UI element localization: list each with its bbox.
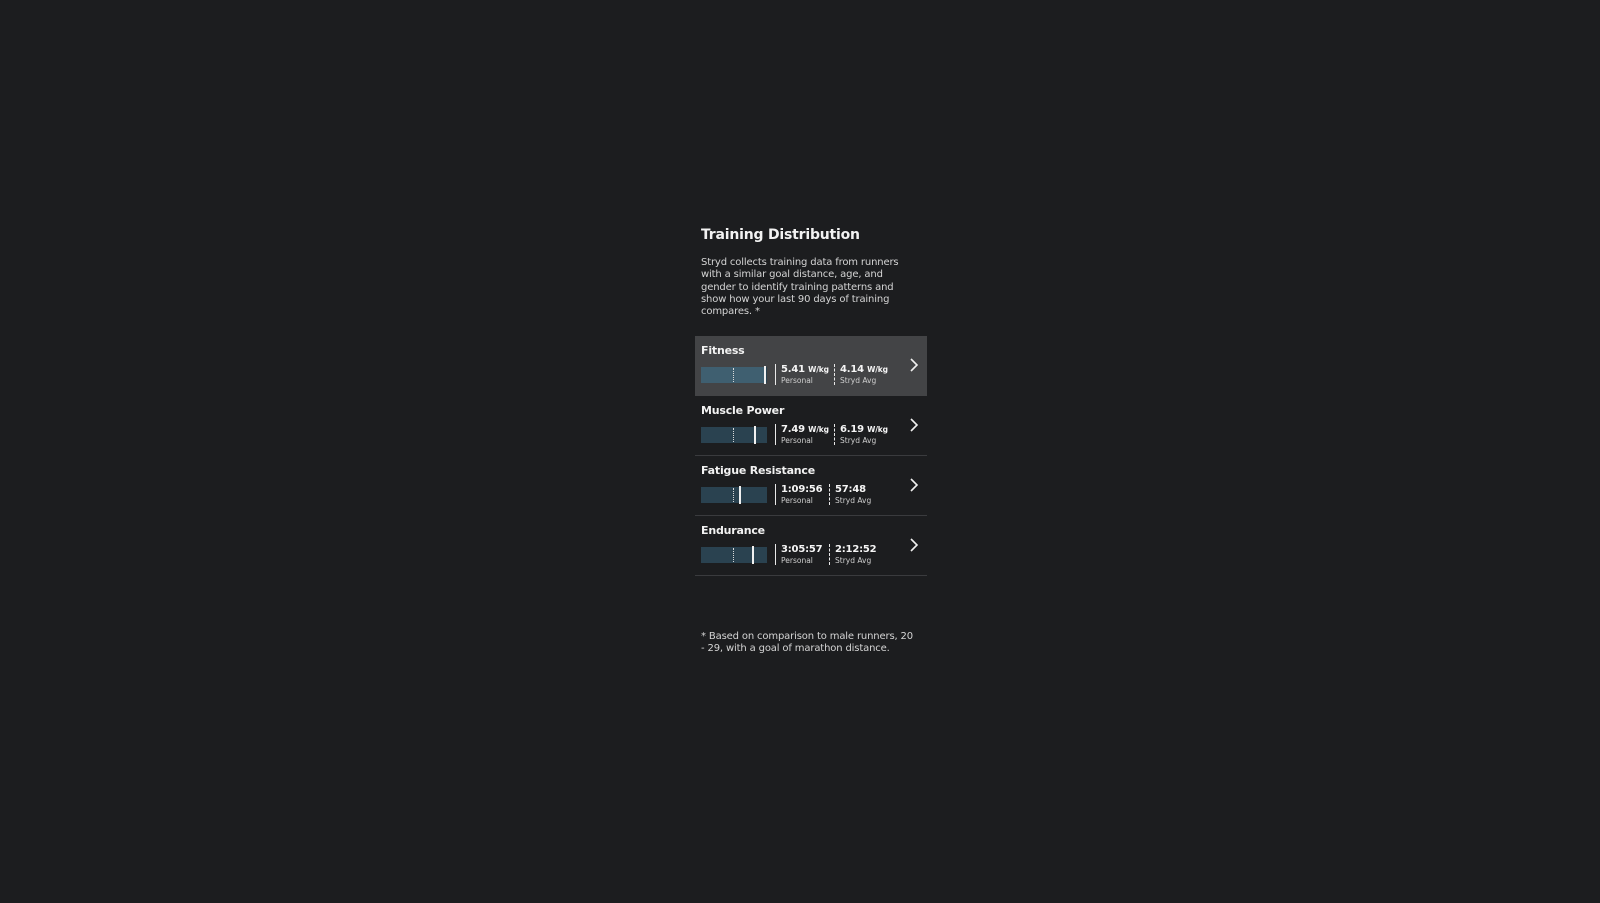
avg-stat	[834, 424, 888, 445]
metric-row-fitness[interactable]	[695, 336, 927, 396]
personal-stat	[775, 484, 822, 505]
chevron-right-icon[interactable]	[908, 357, 920, 373]
footnote-text: * Based on comparison to male runners, 20 - 29, with a goal of marathon distance.	[701, 631, 913, 654]
personal-value: 7.49	[781, 424, 805, 436]
avg-marker	[733, 368, 734, 382]
personal-marker	[764, 366, 766, 384]
personal-unit: W/kg	[808, 365, 829, 375]
personal-label: Personal	[781, 496, 813, 506]
avg-value: 6.19	[840, 424, 864, 436]
personal-marker	[754, 426, 756, 444]
avg-stat	[829, 544, 876, 565]
page-title: Training Distribution	[701, 227, 860, 243]
avg-label: Stryd Avg	[840, 436, 877, 446]
personal-label: Personal	[781, 436, 813, 446]
chevron-right-icon[interactable]	[908, 537, 920, 553]
personal-stat	[775, 544, 822, 565]
personal-unit: W/kg	[808, 425, 829, 435]
metric-name: Muscle Power	[701, 404, 785, 418]
personal-stat	[775, 364, 829, 385]
description-text: Stryd collects training data from runners with a similar goal distance, age, and gender to identify training patterns and show how your last 90 days of training compares. *	[701, 257, 899, 318]
distribution-bar	[701, 547, 767, 563]
avg-label: Stryd Avg	[840, 376, 877, 386]
avg-value: 2:12:52	[835, 544, 877, 556]
personal-value: 3:05:57	[781, 544, 823, 556]
distribution-bar	[701, 427, 767, 443]
personal-label: Personal	[781, 376, 813, 386]
avg-stat	[829, 484, 871, 505]
avg-stat	[834, 364, 888, 385]
metric-row-fatigue-resistance[interactable]	[695, 456, 927, 516]
avg-value: 4.14	[840, 364, 864, 376]
metric-name: Fatigue Resistance	[701, 464, 816, 478]
distribution-bar	[701, 367, 767, 383]
metrics-list	[695, 336, 927, 576]
personal-value: 1:09:56	[781, 484, 823, 496]
avg-label: Stryd Avg	[835, 496, 872, 506]
avg-label: Stryd Avg	[835, 556, 872, 566]
distribution-bar	[701, 487, 767, 503]
avg-marker	[733, 488, 734, 502]
metric-row-endurance[interactable]	[695, 516, 927, 576]
personal-value: 5.41	[781, 364, 805, 376]
chevron-right-icon[interactable]	[908, 477, 920, 493]
avg-unit: W/kg	[867, 365, 888, 375]
personal-label: Personal	[781, 556, 813, 566]
personal-stat	[775, 424, 829, 445]
personal-marker	[752, 546, 754, 564]
avg-unit: W/kg	[867, 425, 888, 435]
avg-value: 57:48	[835, 484, 866, 496]
personal-marker	[739, 486, 741, 504]
metric-row-muscle-power[interactable]	[695, 396, 927, 456]
metric-name: Fitness	[701, 344, 745, 358]
chevron-right-icon[interactable]	[908, 417, 920, 433]
avg-marker	[733, 548, 734, 562]
training-distribution-panel	[695, 225, 927, 654]
metric-name: Endurance	[701, 524, 765, 538]
avg-marker	[733, 428, 734, 442]
